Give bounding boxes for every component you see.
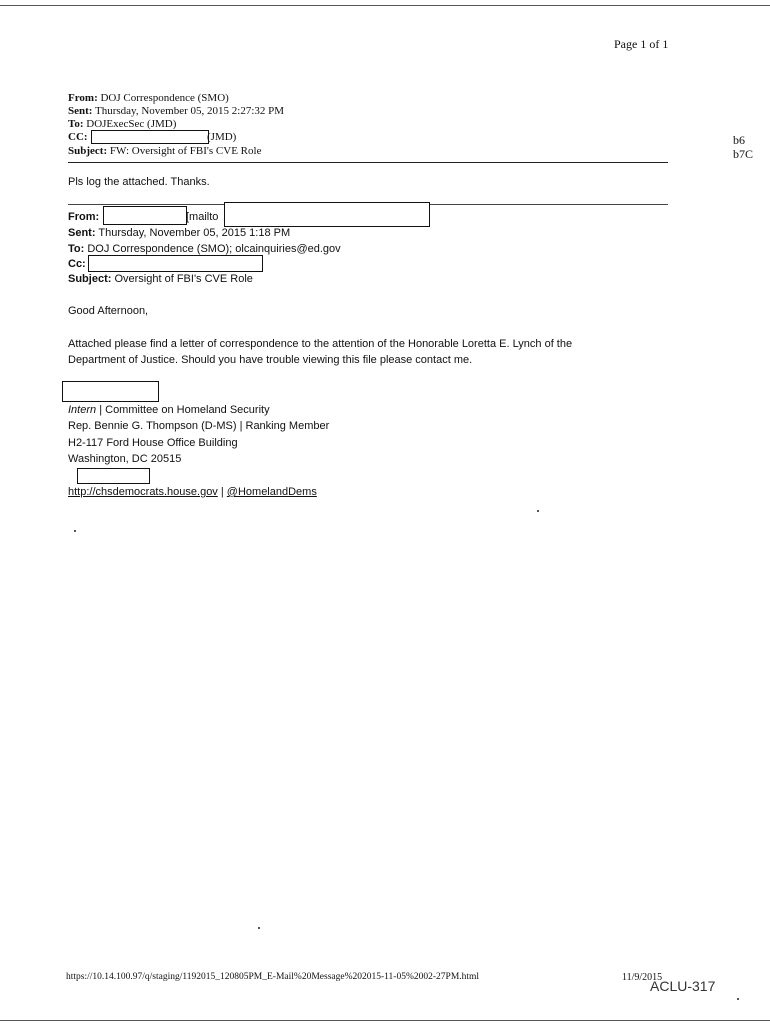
fwd-cc-label: Cc:	[68, 258, 86, 270]
fwd-body-line-2: Department of Justice. Should you have trouble viewing this file please contact me.	[68, 354, 473, 366]
signature-address-1: H2-117 Ford House Office Building	[68, 437, 238, 449]
twitter-link[interactable]: @HomelandDems	[226, 486, 317, 498]
outer-from-label: From:	[68, 92, 98, 104]
redaction-fwd-from-name	[103, 206, 187, 225]
outer-subject-label: Subject:	[68, 145, 108, 157]
signature-separator: |	[99, 404, 103, 416]
redaction-fwd-from-email	[224, 202, 430, 227]
fwd-sent-line	[68, 227, 290, 239]
fwd-greeting: Good Afternoon,	[68, 305, 149, 317]
outer-cc-label: CC:	[68, 131, 88, 143]
outer-subject-value: FW: Oversight of FBI's CVE Role	[109, 145, 262, 157]
scan-speck	[258, 927, 260, 929]
fwd-subject-value: Oversight of FBI's CVE Role	[114, 273, 253, 285]
redaction-signature-name	[62, 381, 159, 402]
outer-sent-line	[68, 105, 284, 117]
scan-edge-bottom	[0, 1020, 770, 1021]
signature-address-2: Washington, DC 20515	[68, 453, 182, 465]
signature-member-line: Rep. Bennie G. Thompson (D-MS) | Ranking Member	[68, 420, 330, 432]
outer-cc-suffix: (JMD)	[207, 131, 237, 143]
website-link[interactable]: http://chsdemocrats.house.gov	[68, 486, 218, 498]
outer-header-divider	[68, 162, 668, 163]
signature-committee: Committee on Homeland Security	[105, 404, 270, 416]
link-separator: |	[220, 486, 224, 498]
fwd-to-line	[68, 243, 341, 255]
outer-email-body: Pls log the attached. Thanks.	[68, 176, 210, 188]
exemption-code-b7c: b7C	[733, 147, 754, 161]
redaction-signature-phone	[77, 468, 150, 484]
signature-role: Intern	[68, 404, 97, 416]
redaction-fwd-cc	[88, 255, 263, 272]
fwd-to-value: DOJ Correspondence (SMO); olcainquiries@ed.gov	[87, 243, 341, 255]
outer-subject-line	[68, 145, 261, 157]
footer-url: https://10.14.100.97/q/staging/1192015_120805PM_E-Mail%20Message%202015-11-05%2002-27PM.html	[66, 972, 480, 982]
fwd-to-label: To:	[68, 243, 85, 255]
redaction-outer-cc	[91, 130, 209, 144]
signature-role-line	[68, 404, 270, 416]
outer-sent-label: Sent:	[68, 105, 93, 117]
scan-speck	[74, 530, 76, 532]
fwd-subject-line	[68, 273, 253, 285]
bates-number: ACLU-317	[650, 978, 716, 994]
scan-speck	[737, 998, 739, 1000]
outer-cc-line	[68, 131, 88, 143]
signature-links-line	[68, 486, 317, 498]
scan-edge-top	[0, 5, 770, 6]
fwd-sent-label: Sent:	[68, 227, 96, 239]
scan-speck	[537, 510, 539, 512]
outer-from-value: DOJ Correspondence (SMO)	[100, 92, 229, 104]
fwd-from-label: From:	[68, 211, 100, 223]
fwd-mailto-label: [mailto	[186, 211, 219, 223]
outer-to-label: To:	[68, 118, 84, 130]
outer-sent-value: Thursday, November 05, 2015 2:27:32 PM	[95, 105, 285, 117]
fwd-sent-value: Thursday, November 05, 2015 1:18 PM	[98, 227, 291, 239]
page-header: Page 1 of 1	[614, 37, 669, 51]
outer-to-line	[68, 118, 176, 130]
fwd-subject-label: Subject:	[68, 273, 112, 285]
outer-to-value: DOJExecSec (JMD)	[86, 118, 177, 130]
outer-from-line	[68, 92, 229, 104]
footer-date: 11/9/2015	[622, 972, 663, 983]
exemption-code-b6: b6	[733, 133, 745, 147]
fwd-body-line-1: Attached please find a letter of correspondence to the attention of the Honorable Loretta E. Lynch of the	[68, 338, 573, 350]
